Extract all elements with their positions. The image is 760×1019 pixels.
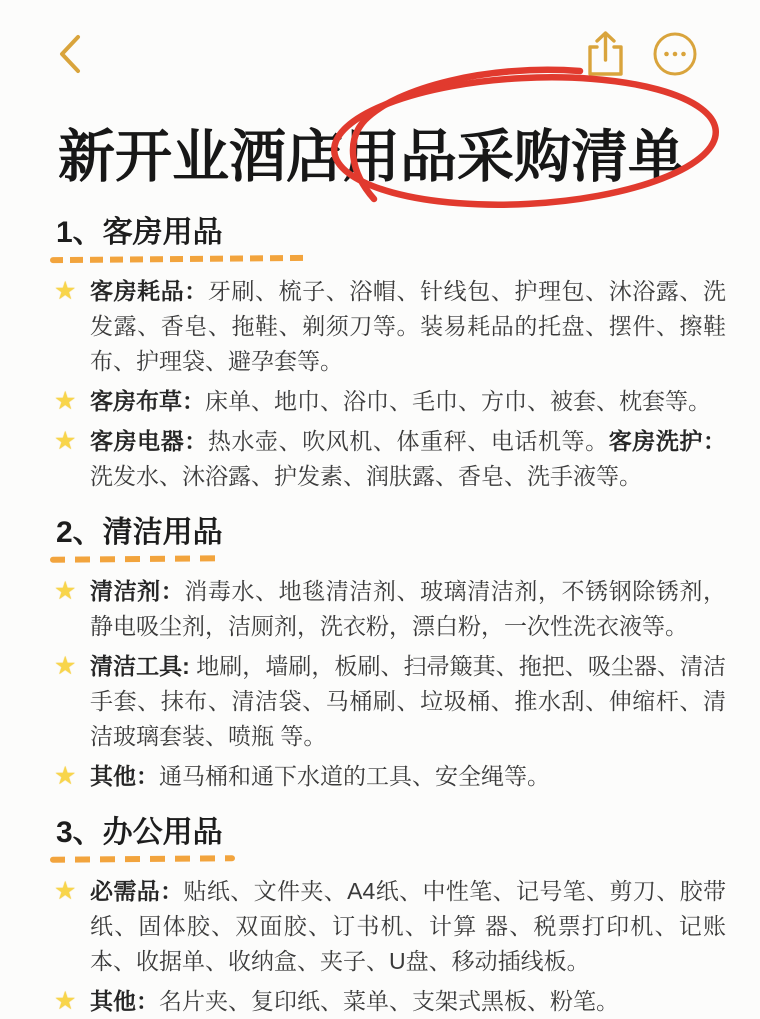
share-button[interactable] (583, 30, 628, 78)
item-body: 通马桶和通下水道的工具、安全绳等。 (159, 763, 550, 789)
section-guest-room-supplies (0, 212, 760, 494)
section-heading: 2、清洁用品 (56, 516, 223, 549)
list-item (54, 874, 726, 979)
item-list (0, 274, 760, 494)
item-text (90, 984, 726, 1019)
star-bullet-icon: ★ (54, 427, 77, 455)
item-body: 床单、地巾、浴巾、毛巾、方巾、被套、枕套等。 (205, 388, 711, 414)
star-bullet-icon: ★ (54, 652, 77, 680)
section-heading: 3、办公用品 (56, 816, 223, 849)
star-bullet-icon: ★ (54, 577, 77, 605)
item-text (90, 384, 726, 419)
list-item (54, 274, 726, 379)
star-bullet-icon: ★ (54, 762, 77, 790)
item-label: 其他： (90, 763, 159, 789)
back-button[interactable] (56, 33, 83, 75)
item-label: 客房耗品： (90, 278, 208, 304)
item-label: 客房电器： (90, 428, 208, 454)
list-item (54, 649, 726, 754)
item-list (0, 874, 760, 1019)
section-heading: 1、客房用品 (56, 216, 223, 249)
item-body: 贴纸、文件夹、A4纸、中性笔、记号笔、剪刀、胶带纸、固体胶、双面胶、订书机、计算 器、税票打印机、记账本、收据单、收纳盒、夹子、U盘、移动插线板。 (90, 878, 727, 974)
item-label: 客房洗护： (608, 428, 727, 454)
item-label: 客房布草： (90, 388, 205, 414)
section-cleaning-supplies (0, 512, 760, 794)
item-label: 其他： (90, 988, 159, 1014)
more-button[interactable] (652, 31, 698, 77)
ellipsis-circle-icon (652, 65, 698, 80)
dashed-underline (50, 855, 235, 863)
list-item (54, 759, 726, 794)
chevron-left-icon (56, 63, 83, 78)
item-text (90, 759, 726, 794)
list-item (54, 984, 726, 1019)
item-text (90, 649, 726, 754)
item-text (90, 424, 726, 494)
item-list (0, 574, 760, 794)
item-body: 热水壶、吹风机、体重秤、电话机等。 (207, 428, 609, 454)
item-body: 洗发水、沐浴露、护发素、润肤露、香皂、洗手液等。 (90, 463, 642, 489)
item-body: 地刷，墙刷，板刷、扫帚簸萁、拖把、吸尘器、清洁手套、抹布、清洁袋、马桶刷、垃圾桶、推水刮、伸缩杆、清洁玻璃套装、喷瓶 等。 (90, 653, 726, 749)
list-item (54, 574, 726, 644)
list-item (54, 384, 726, 419)
top-navigation-bar (0, 0, 760, 80)
item-body: 牙刷、梳子、浴帽、针线包、护理包、沐浴露、洗发露、香皂、拖鞋、剃须刀等。装易耗品的托盘、摆件、擦鞋布、护理袋、避孕套等。 (90, 278, 727, 374)
dashed-underline (50, 255, 310, 263)
item-label: 必需品： (90, 878, 184, 904)
item-text (90, 874, 726, 979)
star-bullet-icon: ★ (54, 877, 77, 905)
item-text (90, 574, 726, 644)
list-item (54, 424, 726, 494)
share-icon (583, 66, 628, 81)
star-bullet-icon: ★ (54, 987, 77, 1015)
star-bullet-icon: ★ (54, 277, 77, 305)
item-label: 清洁工具: (90, 653, 197, 679)
title-area (0, 120, 760, 194)
dashed-underline (50, 555, 225, 563)
item-text (90, 274, 726, 379)
item-body: 名片夹、复印纸、菜单、支架式黑板、粉笔。 (159, 988, 619, 1014)
item-body: 消毒水、地毯清洁剂、玻璃清洁剂，不锈钢除锈剂，静电吸尘剂，洁厕剂，洗衣粉，漂白粉，一次性洗衣液等。 (90, 578, 727, 639)
star-bullet-icon: ★ (54, 387, 77, 415)
item-label: 清洁剂： (90, 578, 185, 604)
section-office-supplies (0, 812, 760, 1019)
page-title: 新开业酒店用品采购清单 (58, 125, 685, 189)
